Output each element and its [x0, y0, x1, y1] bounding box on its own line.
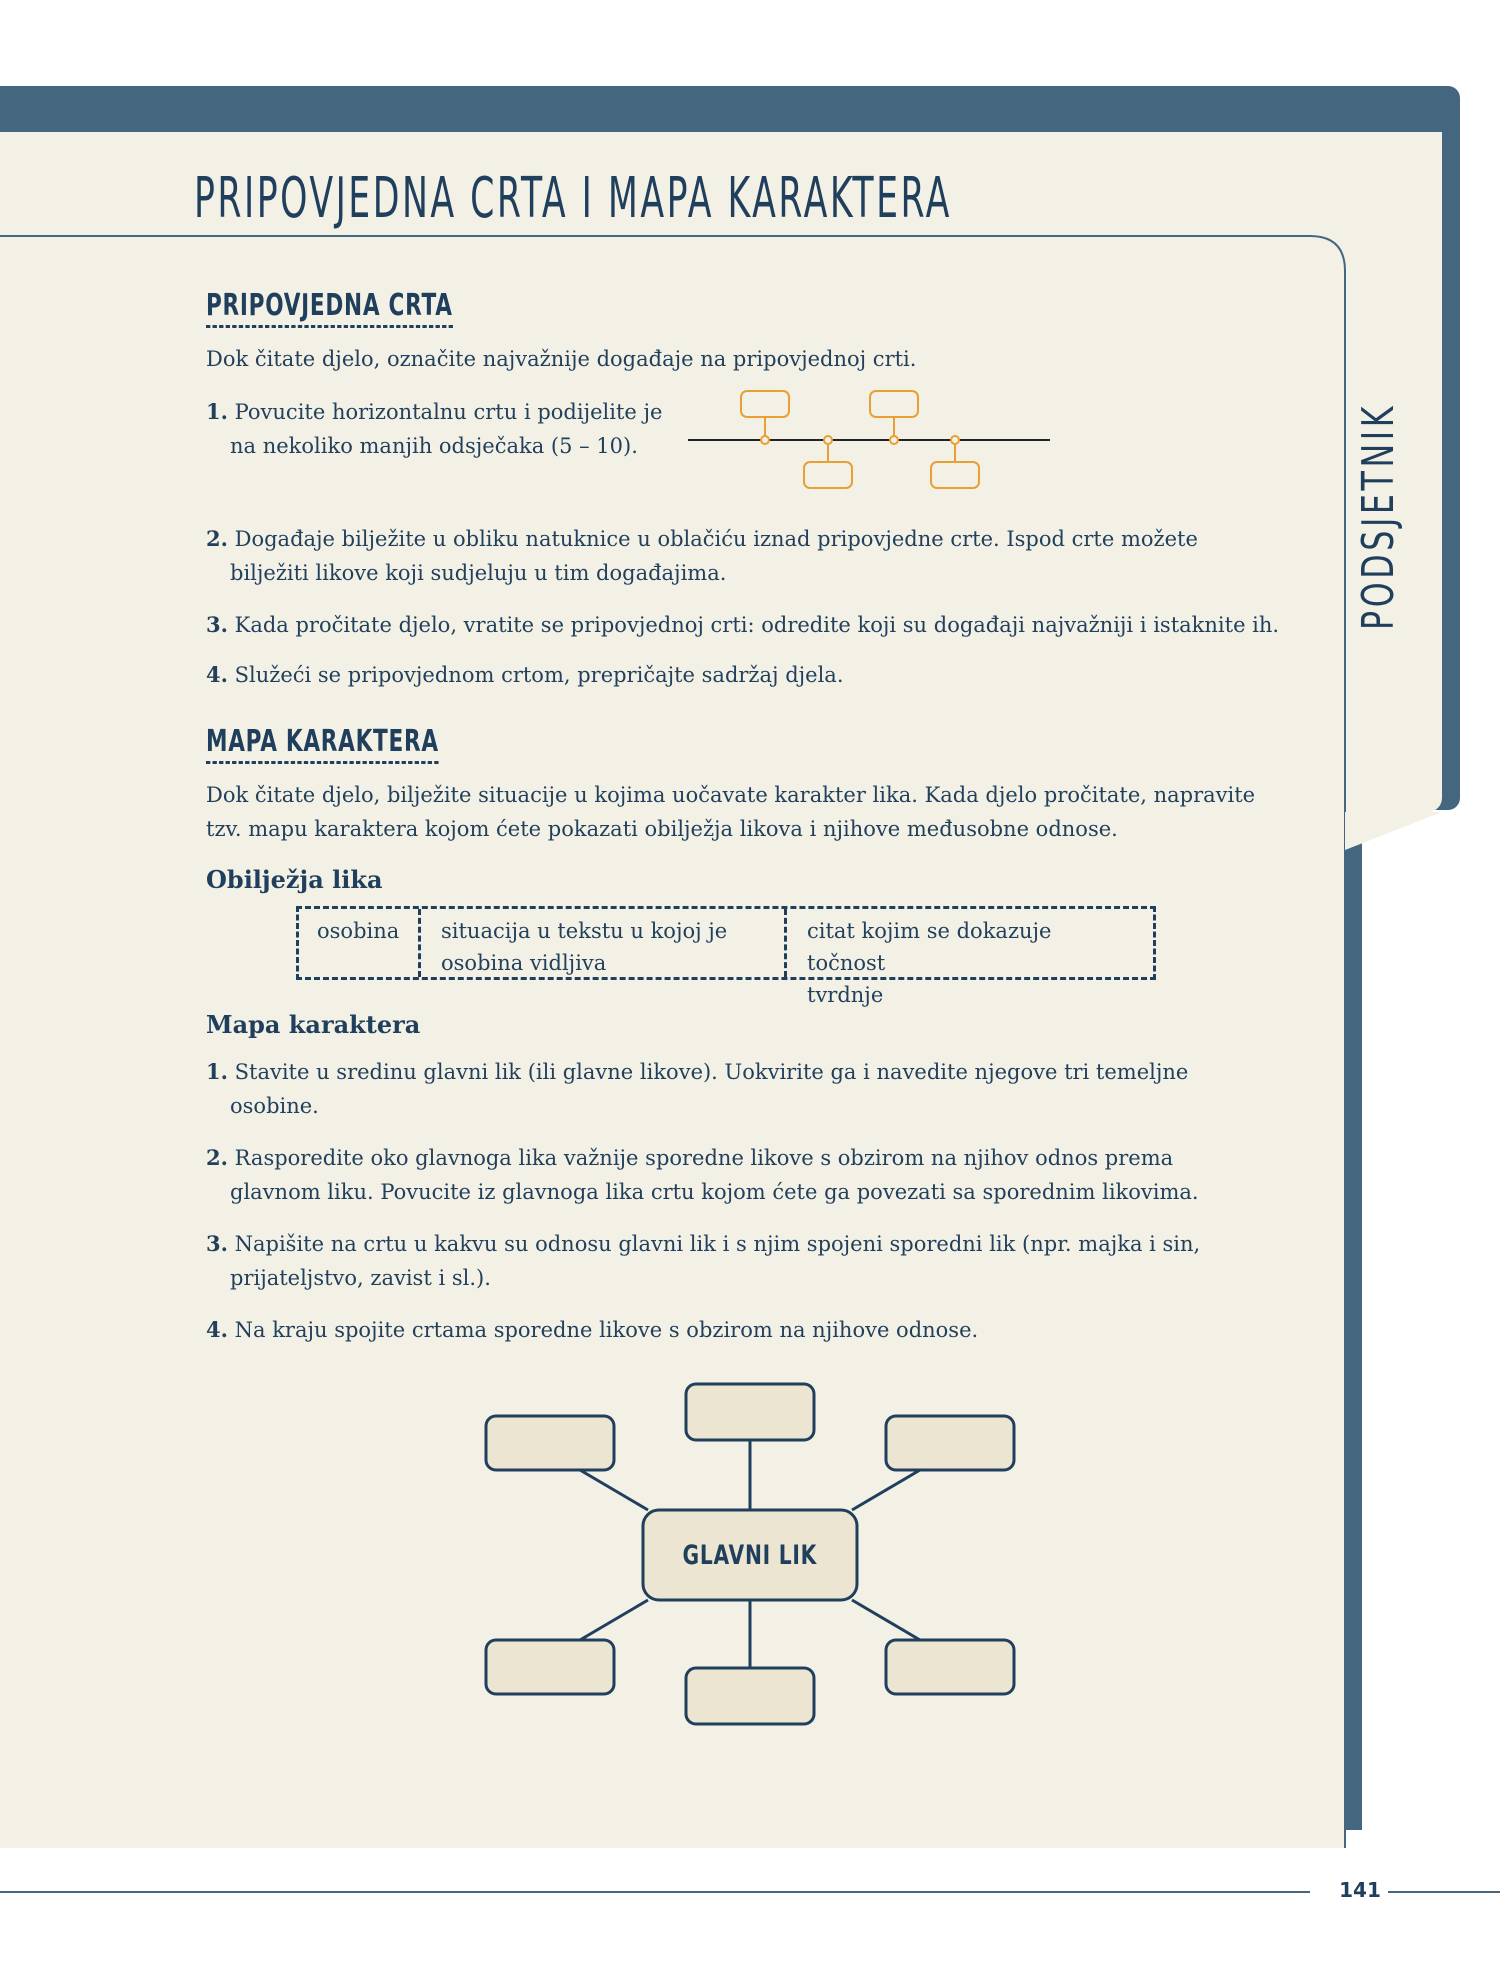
cell-line: osobina	[317, 919, 400, 943]
narrative-line-intro: Dok čitate djelo, označite najvažnije događaje na pripovjednoj crti.	[206, 347, 917, 371]
step-text-line: prijateljstvo, zavist i sl.).	[230, 1266, 491, 1290]
step-text-line: Stavite u sredinu glavni lik (ili glavne likove). Uokvirite ga i navedite njegove tri temeljne	[234, 1060, 1189, 1084]
step-number: 1.	[206, 1059, 228, 1084]
cell-line: situacija u tekstu u kojoj je	[441, 919, 728, 943]
step-text-line: bilježiti likove koji sudjeluju u tim događajima.	[230, 561, 727, 585]
step-text-line: Na kraju spojite crtama sporedne likove s obzirom na njihove odnose.	[234, 1318, 979, 1342]
step-number: 1.	[206, 399, 228, 424]
map-heading: Mapa karaktera	[206, 1010, 421, 1039]
cell-line: citat kojim se dokazuje točnost	[807, 919, 1052, 975]
page-number: 141	[1339, 1878, 1381, 1902]
section-heading-character-map: MAPA KARAKTERA	[206, 724, 439, 764]
step-text-line: Služeći se pripovjednom crtom, prepričajte sadržaj djela.	[234, 663, 844, 687]
step-number: 2.	[206, 1145, 228, 1170]
step-number: 2.	[206, 526, 228, 551]
step-text-line: glavnom liku. Povucite iz glavnoga lika crtu kojom ćete ga povezati sa sporednim likovima.	[230, 1180, 1199, 1204]
step-text-line: Napišite na crtu u kakvu su odnosu glavni lik i s njim spojeni sporedni lik (npr. majka i sin,	[234, 1232, 1201, 1256]
step-text-line: na nekoliko manjih odsječaka (5 – 10).	[230, 434, 638, 458]
intro-line: Dok čitate djelo, bilježite situacije u kojima uočavate karakter lika. Kada djelo pročitate, napravite	[206, 783, 1256, 807]
step-number: 4.	[206, 662, 228, 687]
side-tab-label: PODSJETNIK	[1353, 402, 1404, 630]
traits-heading: Obilježja lika	[206, 865, 383, 894]
step-number: 4.	[206, 1317, 228, 1342]
step-text-line: osobine.	[230, 1094, 319, 1118]
cell-line: osobina vidljiva	[441, 951, 607, 975]
step-text-line: Rasporedite oko glavnoga lika važnije sporedne likove s obzirom na njihov odnos prema	[234, 1146, 1174, 1170]
main-character-box	[643, 1510, 857, 1600]
section-heading-narrative-line: PRIPOVJEDNA CRTA	[206, 288, 453, 328]
main-character-label: GLAVNI LIK	[682, 1539, 818, 1571]
step-number: 3.	[206, 612, 228, 637]
intro-line: tzv. mapu karaktera kojom ćete pokazati obilježja likova i njihove međusobne odnose.	[206, 817, 1118, 841]
page-title: PRIPOVJEDNA CRTA I MAPA KARAKTERA	[194, 166, 952, 231]
step-number: 3.	[206, 1231, 228, 1256]
step-text-line: Kada pročitate djelo, vratite se pripovjednoj crti: odredite koji su događaji najvažniji i istaknite ih.	[234, 613, 1280, 637]
cell-line: tvrdnje	[807, 983, 884, 1007]
step-text-line: Povucite horizontalnu crtu i podijelite je	[234, 400, 663, 424]
step-text-line: Događaje bilježite u obliku natuknice u oblačiću iznad pripovjedne crte. Ispod crte možete	[234, 527, 1198, 551]
